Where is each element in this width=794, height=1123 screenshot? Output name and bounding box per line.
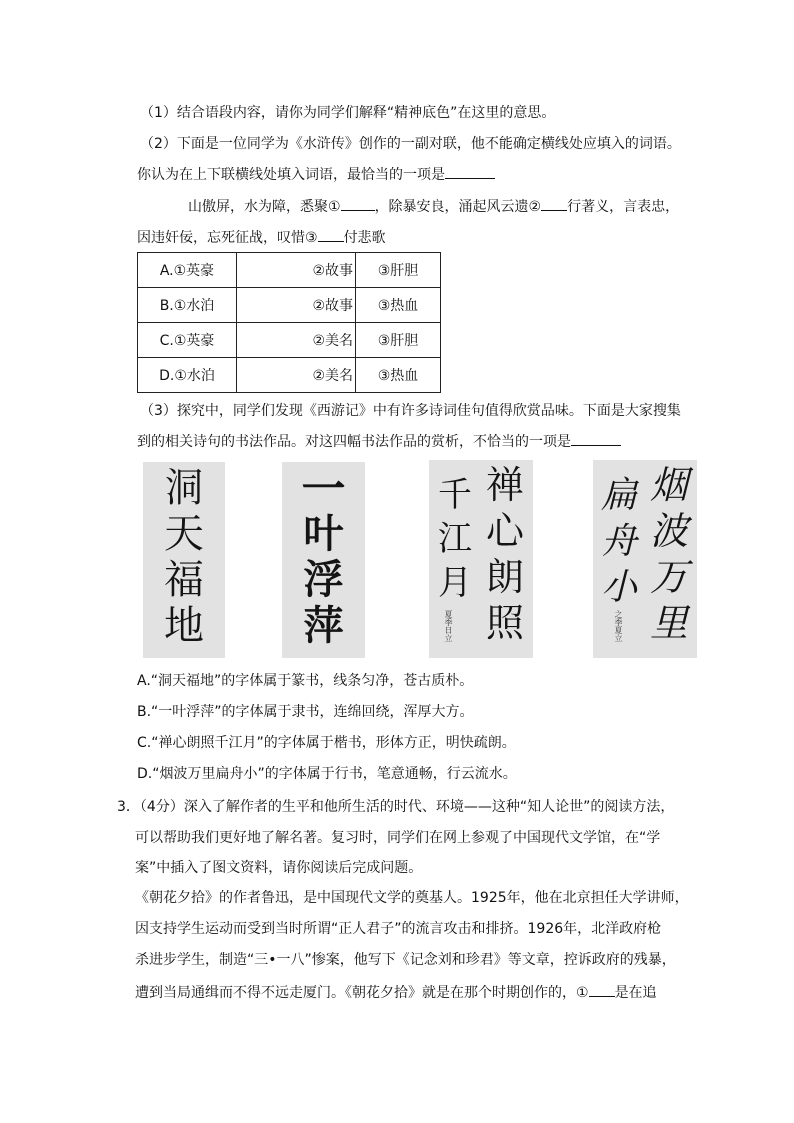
calligraphy-char: 照 [485,601,524,645]
couplet-part-5: 付悲歌 [343,230,386,246]
calligraphy-char: 地 [164,603,204,649]
calligraphy-signature: 之季夏立 [614,610,623,642]
options-table [137,252,441,393]
question-2-line-2 [137,164,495,185]
calligraphy-char: 里 [649,601,688,645]
calligraphy-char: 波 [649,509,688,553]
couplet-part-4: 因违奸佞，忘死征战，叹惜③ [137,230,318,246]
answer-option-a: A.“洞天福地”的字体属于篆书，线条匀净，苍古质朴。 [137,673,474,689]
answer-blank [445,164,495,179]
paragraph-text: 是在追 [614,985,657,1001]
answer-blank [571,431,621,446]
option-row [138,288,441,323]
calligraphy-char: 舟 [600,521,637,562]
couplet-line-2 [137,227,386,248]
option-cell: ②美名 [237,358,356,393]
calligraphy-char: 烟 [649,463,688,507]
paragraph-line [135,982,657,1003]
option-cell: B.①水泊 [138,288,237,323]
option-row [138,253,441,288]
question-2-line-1: （2）下面是一位同学为《水浒传》创作的一副对联，他不能确定横线处应填入的词语。 [140,136,681,152]
couplet-part-1: 山傲屏，水为障，悉聚① [188,199,341,215]
question-3-prompt: 到的相关诗句的书法作品。对这四幅书法作品的赏析，不恰当的一项是 [137,434,571,450]
calligraphy-signature: 夏季日立 [444,610,453,642]
calligraphy-work-3 [429,460,533,658]
calligraphy-char: 朗 [485,555,524,599]
question-1: （1）结合语段内容，请你为同学们解释“精神底色”在这里的意思。 [140,105,556,121]
question-3-line-2 [137,431,621,452]
couplet-blank-3 [318,227,344,242]
question-3-line-1: （3）探究中，同学们发现《西游记》中有许多诗词佳句值得欣赏品味。下面是大家搜集 [140,403,681,419]
calligraphy-char: 一 [301,464,346,515]
option-cell: C.①英豪 [138,323,237,358]
answer-option-b: B.“一叶浮萍”的字体属于隶书，连绵回绕，浑厚大方。 [137,704,474,720]
paragraph-line: 案”中插入了图文资料，请你阅读后完成问题。 [135,860,423,876]
calligraphy-work-2 [282,462,365,658]
calligraphy-char: 萍 [303,603,344,649]
calligraphy-char: 天 [164,511,204,557]
calligraphy-char: 扁 [600,475,637,516]
calligraphy-char: 叶 [303,511,344,557]
option-cell: ②故事 [237,288,356,323]
calligraphy-char: 洞 [165,465,203,511]
option-cell: A.①英豪 [138,253,237,288]
couplet-line-1 [188,196,679,217]
paragraph-line: 因支持学生运动而受到当时所谓“正人君子”的流言攻击和排挤。1926年，北洋政府枪 [135,921,662,937]
option-row [138,358,441,393]
answer-option-c: C.“禅心朗照千江月”的字体属于楷书，形体方正，明快疏朗。 [137,735,516,751]
option-cell: ②美名 [237,323,356,358]
calligraphy-char: 千 [438,475,472,515]
calligraphy-char: 江 [438,519,472,559]
couplet-part-3: 行著义，言表忠， [567,199,680,215]
option-cell: D.①水泊 [138,358,237,393]
paragraph-line: 《朝花夕拾》的作者鲁迅，是中国现代文学的奠基人。1925年，他在北京担任大学讲师， [135,890,689,906]
paragraph-text: 遭到当局通缉而不得不远走厦门。《朝花夕拾》就是在那个时期创作的，① [135,985,589,1001]
option-row [138,323,441,358]
calligraphy-work-4 [593,460,697,658]
paragraph-line: 可以帮助我们更好地了解名著。复习时，同学们在网上参观了中国现代文学馆，在“学 [135,830,661,846]
answer-option-d: D.“烟波万里扁舟小”的字体属于行书，笔意通畅，行云流水。 [137,766,517,782]
option-cell: ②故事 [237,253,356,288]
calligraphy-char: 福 [164,557,204,603]
couplet-blank-1 [341,196,375,211]
calligraphy-char: 小 [600,567,637,608]
calligraphy-work-1 [143,462,225,658]
question-3-heading: 3．（4分）深入了解作者的生平和他所生活的时代、环境——这种“知人论世”的阅读方法， [117,799,675,815]
calligraphy-char: 月 [438,563,472,603]
answer-blank [589,982,615,997]
couplet-blank-2 [541,196,567,211]
couplet-part-2: ，除暴安良，涌起风云遗② [374,199,542,215]
option-cell: ③肝胆 [356,253,441,288]
option-cell: ③热血 [356,288,441,323]
calligraphy-char: 禅 [485,463,524,507]
option-cell: ③热血 [356,358,441,393]
calligraphy-char: 万 [649,555,688,599]
calligraphy-char: 浮 [303,557,344,603]
calligraphy-char: 心 [485,509,524,553]
paragraph-line: 杀进步学生，制造“三•一八”惨案，他写下《记念刘和珍君》等文章，控诉政府的残暴， [135,952,676,968]
question-2-prompt: 你认为在上下联横线处填入词语，最恰当的一项是 [137,167,445,183]
option-cell: ③肝胆 [356,323,441,358]
